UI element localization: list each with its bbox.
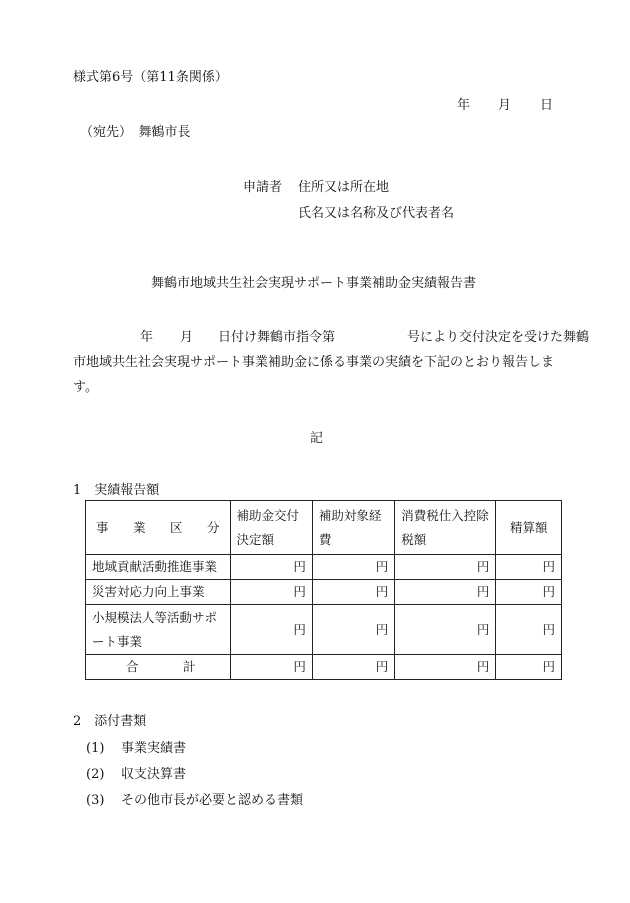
body-year: 年	[140, 330, 154, 345]
header-category-char: 事	[96, 519, 109, 535]
cell-yen: 円	[230, 555, 312, 580]
cell-yen: 円	[395, 580, 496, 605]
header-eligible	[312, 501, 394, 555]
cell-yen: 円	[230, 655, 312, 680]
section1-heading: 1 実績報告額	[73, 483, 160, 498]
header-eligible-text: 補助対象経費	[318, 507, 382, 547]
table-total-row	[86, 655, 562, 680]
attachment-text: 事業実績書	[121, 741, 187, 756]
form-number: 様式第6号（第11条関係）	[73, 70, 228, 85]
table-row	[86, 555, 562, 580]
applicant-label: 申請者	[243, 180, 283, 195]
cell-yen: 円	[230, 605, 312, 655]
body-text-line3: す。	[73, 380, 98, 395]
header-tax-text: 消費税仕入控除税額	[401, 507, 489, 547]
report-table	[85, 500, 562, 680]
attachment-number: (2)	[86, 767, 105, 782]
date-day-label: 日	[540, 98, 554, 113]
cell-yen: 円	[395, 605, 496, 655]
row-label: 災害対応力向上事業	[86, 580, 231, 605]
cell-yen: 円	[496, 655, 562, 680]
header-category-char: 分	[206, 519, 220, 535]
attachment-number: (1)	[86, 741, 105, 756]
applicant-address-label: 住所又は所在地	[298, 180, 390, 195]
date-year-label: 年	[457, 98, 471, 113]
cell-yen: 円	[496, 580, 562, 605]
header-grant	[230, 501, 312, 555]
table-row	[86, 605, 562, 655]
cell-yen: 円	[312, 555, 394, 580]
body-text-line2: 市地域共生社会実現サポート事業補助金に係る事業の実績を下記のとおり報告しま	[73, 355, 555, 370]
cell-yen: 円	[230, 580, 312, 605]
total-label-right: 計	[182, 659, 196, 674]
row-label: 地域貢献活動推進事業	[86, 555, 231, 580]
document-title: 舞鶴市地域共生社会実現サポート事業補助金実績報告書	[151, 276, 477, 291]
total-label	[86, 655, 231, 680]
cell-yen: 円	[312, 580, 394, 605]
header-category-char: 区	[169, 519, 183, 535]
row-label	[86, 605, 231, 655]
header-settlement: 精算額	[496, 501, 562, 555]
attachment-text: その他市長が必要と認める書類	[121, 793, 304, 808]
addressee: （宛先） 舞鶴市長	[80, 125, 191, 140]
header-category-char: 業	[132, 519, 146, 535]
attachment-text: 収支決算書	[121, 767, 187, 782]
header-grant-text: 補助金交付決定額	[236, 507, 300, 547]
cell-yen: 円	[312, 655, 394, 680]
applicant-name-label: 氏名又は名称及び代表者名	[298, 206, 455, 221]
cell-yen: 円	[395, 655, 496, 680]
cell-yen: 円	[312, 605, 394, 655]
cell-yen: 円	[496, 555, 562, 580]
cell-yen: 円	[496, 605, 562, 655]
attachment-number: (3)	[86, 793, 105, 808]
body-month: 月	[180, 330, 194, 345]
section2-heading: 2 添付書類	[73, 714, 147, 729]
body-text-mid: 日付け舞鶴市指令第	[218, 330, 336, 345]
ki-heading: 記	[310, 431, 324, 446]
table-header-row	[86, 501, 562, 555]
row-label-text: 小規模法人等活動サポート事業	[92, 609, 218, 649]
table-row	[86, 580, 562, 605]
body-text-end: 号により交付決定を受けた舞鶴	[407, 330, 590, 345]
total-label-left: 合	[126, 659, 139, 674]
header-tax	[395, 501, 496, 555]
header-category	[86, 501, 231, 555]
cell-yen: 円	[395, 555, 496, 580]
date-month-label: 月	[498, 98, 512, 113]
